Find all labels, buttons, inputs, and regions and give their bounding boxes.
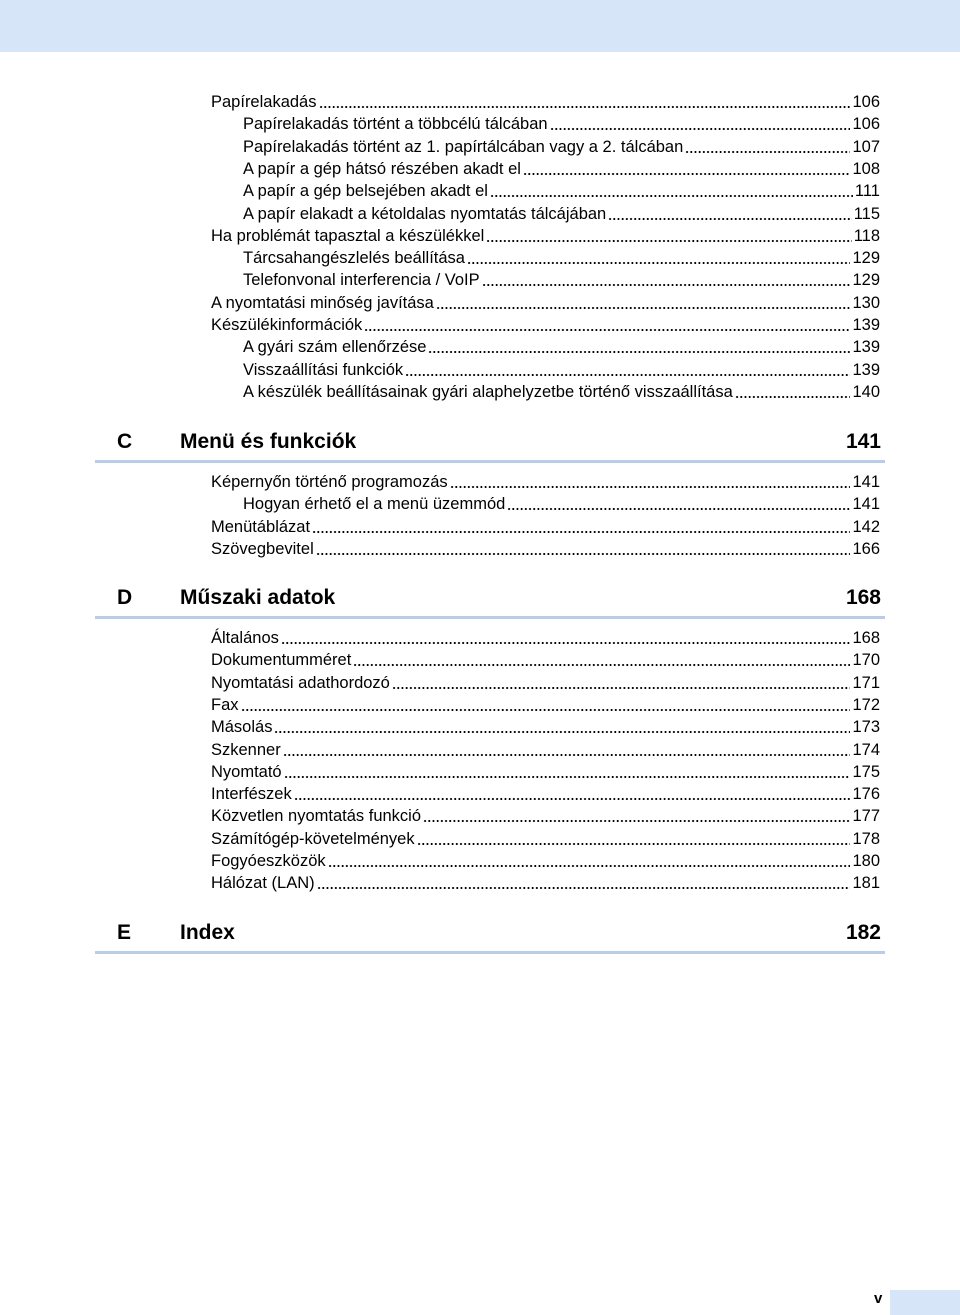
toc-entry[interactable]	[211, 224, 880, 246]
toc-entry-title: Hálózat (LAN)	[211, 874, 315, 893]
toc-entry-page: 170	[852, 651, 880, 670]
toc-entry[interactable]	[211, 626, 880, 648]
chapter-title: Műszaki adatok	[180, 586, 336, 609]
toc-entry-page: 129	[852, 249, 880, 268]
toc-entry[interactable]	[243, 179, 880, 201]
toc-entry-title: Ha problémát tapasztal a készülékkel	[211, 226, 485, 245]
toc-entry-page: 139	[852, 316, 880, 334]
toc-entry-page: 177	[852, 807, 880, 826]
toc-entry-title: Fogyóeszközök	[211, 852, 326, 870]
toc-entry-page: 181	[852, 874, 880, 893]
chapter-heading-c[interactable]	[95, 428, 885, 463]
toc-entry[interactable]	[211, 648, 880, 670]
toc-entry-page: 106	[852, 115, 880, 134]
toc-entry-title: Tárcsahangészlelés beállítása	[243, 249, 465, 268]
chapter-page: 182	[845, 921, 881, 944]
toc-entry-page: 111	[854, 182, 880, 201]
toc-entry-title: Papírelakadás történt a többcélú tálcában	[243, 115, 548, 134]
toc-entry-page: 108	[852, 159, 880, 178]
toc-entry-title: A készülék beállításainak gyári alaphelyzetbe történő visszaállítása	[243, 382, 733, 401]
dot-leader	[392, 676, 851, 690]
toc-entry-title: Képernyőn történő programozás	[211, 473, 448, 491]
toc-entry-page: 166	[852, 539, 880, 558]
toc-entry-page: 180	[852, 852, 880, 870]
toc-entry[interactable]	[211, 871, 880, 893]
toc-entry[interactable]	[243, 358, 880, 380]
chapter-page: 168	[845, 586, 881, 609]
dot-leader	[281, 631, 851, 645]
toc-entry[interactable]	[211, 291, 880, 313]
dot-leader	[364, 318, 850, 332]
toc-entry-title: Papírelakadás történt az 1. papírtálcában vagy a 2. tálcában	[243, 137, 684, 156]
toc-entry-title: Közvetlen nyomtatás funkció	[211, 807, 422, 826]
toc-entry-page: 178	[852, 829, 880, 848]
toc-entry-page: 139	[852, 338, 880, 357]
dot-leader	[274, 720, 850, 734]
toc-entry[interactable]	[211, 782, 880, 804]
toc-entry-title: Interfészek	[211, 785, 292, 804]
toc-entry[interactable]	[211, 715, 880, 737]
toc-entry-page: 141	[852, 473, 880, 491]
toc-entry-title: Fax	[211, 695, 239, 714]
toc-entry-page: 168	[852, 629, 880, 647]
dot-leader	[241, 698, 851, 712]
dot-leader	[316, 542, 851, 556]
toc-entry-title: Visszaállítási funkciók	[243, 360, 404, 379]
chapter-heading-e[interactable]	[95, 919, 885, 954]
toc-entry-page: 171	[852, 673, 880, 692]
dot-leader	[486, 229, 851, 243]
toc-entry-page: 174	[852, 740, 880, 759]
dot-leader	[317, 876, 851, 890]
toc-entry[interactable]	[211, 827, 880, 849]
toc-entry[interactable]	[243, 492, 880, 514]
toc-entry-title: Szövegbevitel	[211, 539, 314, 558]
toc-entry[interactable]	[243, 157, 880, 179]
toc-entry-title: Szkenner	[211, 740, 281, 759]
toc-entry[interactable]	[211, 515, 880, 537]
toc-entry-page: 173	[852, 718, 880, 737]
toc-entry[interactable]	[211, 313, 880, 335]
dot-leader	[685, 140, 850, 154]
toc-entry-title: Nyomtató	[211, 762, 282, 781]
toc-entry[interactable]	[211, 760, 880, 782]
toc-entry-title: A nyomtatási minőség javítása	[211, 293, 434, 312]
toc-entry-title: Számítógép-követelmények	[211, 829, 415, 848]
header-band	[0, 0, 960, 52]
dot-leader	[417, 832, 851, 846]
toc-entry[interactable]	[243, 335, 880, 357]
toc-entry-page: 142	[852, 517, 880, 536]
toc-entry-page: 141	[852, 495, 880, 514]
toc-entry[interactable]	[243, 135, 880, 157]
toc-entry-page: 175	[852, 762, 880, 781]
dot-leader	[490, 184, 853, 198]
dot-leader	[319, 95, 851, 109]
toc-entry-page: 172	[852, 695, 880, 714]
toc-entry[interactable]	[211, 849, 880, 871]
toc-entry[interactable]	[243, 380, 880, 402]
toc-entry-title: Dokumentumméret	[211, 651, 352, 670]
toc-entry-title: Általános	[211, 629, 279, 647]
footer-band	[890, 1290, 960, 1315]
dot-leader	[507, 497, 850, 511]
toc-entry-title: A papír elakadt a kétoldalas nyomtatás tálcájában	[243, 204, 607, 223]
toc-entry-page: 107	[852, 137, 880, 156]
toc-entry-page: 115	[853, 204, 880, 223]
dot-leader	[328, 854, 851, 868]
dot-leader	[294, 787, 851, 801]
dot-leader	[283, 743, 851, 757]
dot-leader	[450, 475, 851, 489]
dot-leader	[608, 207, 851, 221]
chapter-heading-d[interactable]	[95, 584, 885, 619]
toc-entry-page: 176	[852, 785, 880, 804]
toc-entry-title: Nyomtatási adathordozó	[211, 673, 390, 692]
toc-entry[interactable]	[211, 693, 880, 715]
toc-entry-page: 139	[852, 360, 880, 379]
toc-entry[interactable]	[243, 268, 880, 290]
chapter-page: 141	[845, 430, 881, 453]
toc-entry-title: A papír a gép belsejében akadt el	[243, 182, 488, 201]
chapter-title: Menü és funkciók	[180, 430, 357, 453]
dot-leader	[436, 296, 851, 310]
dot-leader	[482, 273, 851, 287]
dot-leader	[523, 162, 851, 176]
toc-entry[interactable]	[211, 804, 880, 826]
toc-entry-title: Másolás	[211, 718, 273, 737]
chapter-letter: D	[117, 586, 133, 609]
toc-entry-title: Készülékinformációk	[211, 316, 363, 334]
page-number: v	[874, 1290, 883, 1307]
toc-entry-page: 130	[852, 293, 880, 312]
toc-entry[interactable]	[243, 112, 880, 134]
chapter-title: Index	[180, 921, 235, 944]
toc-entry-page: 106	[852, 93, 880, 111]
toc-entry-title: A gyári szám ellenőrzése	[243, 338, 427, 357]
toc-entry-title: Menütáblázat	[211, 517, 311, 536]
toc-entry-title: Papírelakadás	[211, 93, 317, 111]
dot-leader	[428, 340, 850, 354]
dot-leader	[284, 765, 851, 779]
dot-leader	[353, 653, 850, 667]
chapter-letter: C	[117, 430, 133, 453]
dot-leader	[550, 117, 851, 131]
dot-leader	[423, 809, 850, 823]
chapter-letter: E	[117, 921, 132, 944]
toc-entry-title: Telefonvonal interferencia / VoIP	[243, 271, 480, 290]
toc-entry[interactable]	[211, 90, 880, 112]
toc-entry[interactable]	[211, 470, 880, 492]
toc-entry[interactable]	[211, 537, 880, 559]
toc-entry-page: 129	[852, 271, 880, 290]
dot-leader	[312, 520, 850, 534]
toc-entry-title: Hogyan érhető el a menü üzemmód	[243, 495, 506, 514]
toc-entry-page: 118	[853, 226, 880, 245]
toc-entry[interactable]	[243, 202, 880, 224]
toc-entry[interactable]	[211, 738, 880, 760]
dot-leader	[735, 385, 851, 399]
toc-entry[interactable]	[243, 246, 880, 268]
toc-entry[interactable]	[211, 671, 880, 693]
toc-entry-title: A papír a gép hátsó részében akadt el	[243, 159, 521, 178]
toc-entry-page: 140	[852, 382, 880, 401]
dot-leader	[405, 363, 850, 377]
dot-leader	[467, 251, 851, 265]
